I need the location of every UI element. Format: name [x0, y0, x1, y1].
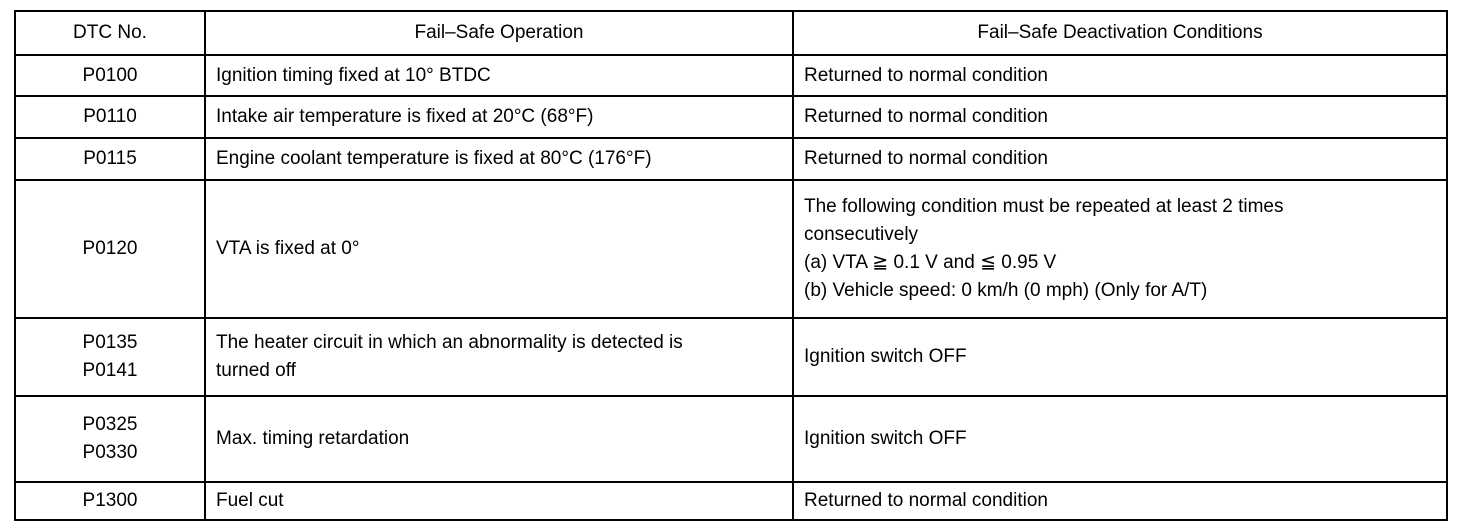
dtc-code: P0325	[82, 414, 138, 435]
deactivation-cell	[793, 96, 1447, 138]
deactivation-text: Returned to normal condition	[804, 148, 1048, 169]
table-row	[15, 96, 1447, 138]
dtc-code: P0110	[83, 106, 137, 127]
deactivation-text: Returned to normal condition	[804, 490, 1048, 511]
dtc-cell	[15, 180, 205, 318]
deactivation-cell	[793, 55, 1447, 96]
operation-text: Ignition timing fixed at 10° BTDC	[216, 64, 491, 86]
dtc-cell	[15, 138, 205, 180]
operation-text: Max. timing retardation	[216, 428, 410, 449]
dtc-code: P0120	[82, 238, 138, 259]
table-row	[15, 318, 1447, 396]
operation-text-line-2: turned off	[216, 360, 296, 381]
dtc-cell	[15, 482, 205, 520]
table-header	[15, 11, 1447, 55]
operation-cell	[205, 96, 793, 138]
fail-safe-table	[14, 10, 1448, 521]
header-fail-safe-deactivation-conditions: Fail–Safe Deactivation Conditions	[793, 11, 1447, 55]
deactivation-condition-a: (a) VTA ≧ 0.1 V and ≦ 0.95 V	[804, 252, 1057, 273]
deactivation-condition-b: (b) Vehicle speed: 0 km/h (0 mph) (Only for A/T)	[804, 280, 1208, 301]
table-row	[15, 396, 1447, 482]
dtc-code: P1300	[82, 490, 138, 511]
operation-text: VTA is fixed at 0°	[216, 238, 360, 259]
table-body	[15, 55, 1447, 520]
table-row	[15, 138, 1447, 180]
deactivation-cell	[793, 138, 1447, 180]
dtc-code: P0135	[82, 332, 138, 353]
deactivation-text: Ignition switch OFF	[804, 346, 967, 367]
table-row	[15, 482, 1447, 520]
deactivation-cell	[793, 482, 1447, 520]
deactivation-cell	[793, 318, 1447, 396]
dtc-code: P0330	[82, 442, 138, 463]
deactivation-text-line-1: The following condition must be repeated at least 2 times	[804, 196, 1284, 217]
operation-text: Intake air temperature is fixed at 20°C (68°F)	[216, 106, 594, 127]
header-dtc-no: DTC No.	[15, 11, 205, 55]
deactivation-text-line-2: consecutively	[804, 224, 919, 245]
operation-text: Engine coolant temperature is fixed at 80°C (176°F)	[216, 148, 652, 169]
dtc-code: P0141	[82, 360, 138, 381]
dtc-cell	[15, 318, 205, 396]
operation-cell	[205, 482, 793, 520]
deactivation-text: Returned to normal condition	[804, 106, 1048, 127]
deactivation-cell	[793, 180, 1447, 318]
dtc-code: P0115	[83, 148, 137, 169]
operation-text-line-1: The heater circuit in which an abnormality is detected is	[216, 332, 683, 353]
operation-text: Fuel cut	[216, 490, 284, 511]
operation-cell	[205, 55, 793, 96]
operation-cell	[205, 180, 793, 318]
header-row	[15, 11, 1447, 55]
header-fail-safe-operation: Fail–Safe Operation	[205, 11, 793, 55]
table-row	[15, 180, 1447, 318]
dtc-code: P0100	[82, 64, 138, 86]
deactivation-text: Ignition switch OFF	[804, 428, 967, 449]
dtc-cell	[15, 96, 205, 138]
deactivation-text: Returned to normal condition	[804, 64, 1048, 86]
operation-cell	[205, 396, 793, 482]
operation-cell	[205, 318, 793, 396]
table-row	[15, 55, 1447, 96]
operation-cell	[205, 138, 793, 180]
deactivation-cell	[793, 396, 1447, 482]
dtc-cell	[15, 396, 205, 482]
dtc-cell	[15, 55, 205, 96]
